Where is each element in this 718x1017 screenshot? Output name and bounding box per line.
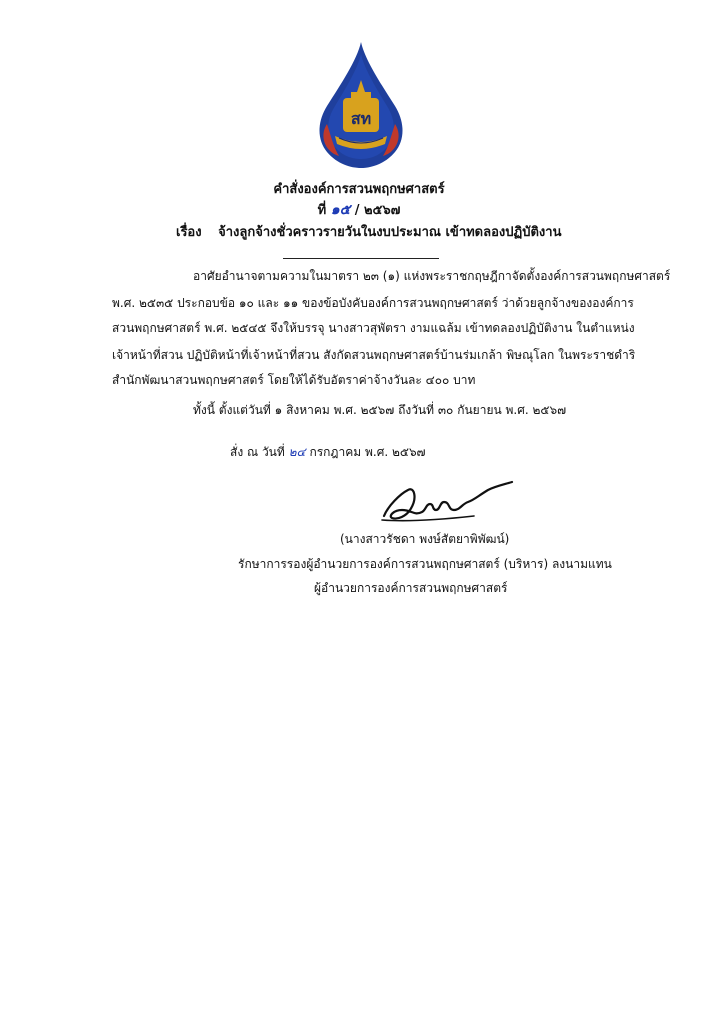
svg-text:สท: สท — [350, 109, 372, 128]
document-title: คำสั่งองค์การสวนพฤกษศาสตร์ — [273, 182, 445, 197]
order-number — [0, 199, 718, 221]
body-line-5: สำนักพัฒนาสวนพฤกษศาสตร์ โดยให้ได้รับอัตราค่าจ้างวันละ ๔๐๐ บาท — [112, 373, 476, 387]
signer-position-2: ผู้อำนวยการองค์การสวนพฤกษศาสตร์ — [314, 581, 508, 595]
effective-period: ทั้งนี้ ตั้งแต่วันที่ ๑ สิงหาคม พ.ศ. ๒๕๖๗ ถึงวันที่ ๓๐ กันยายน พ.ศ. ๒๕๖๗ — [193, 403, 567, 417]
signer-name: (นางสาวรัชดา พงษ์สัตยาพิพัฒน์) — [340, 532, 510, 546]
botanical-garden-logo — [313, 40, 409, 168]
order-date-handwritten: ๒๔ — [288, 445, 306, 459]
body-line-1: อาศัยอำนาจตามความในมาตรา ๒๓ (๑) แห่งพระราชกฤษฎีกาจัดตั้งองค์การสวนพฤกษศาสตร์ — [193, 269, 671, 283]
signer-position-1: รักษาการรองผู้อำนวยการองค์การสวนพฤกษศาสตร์ (บริหาร) ลงนามแทน — [238, 557, 612, 571]
order-number-handwritten: ๑๕ — [330, 202, 351, 218]
header-divider — [283, 258, 439, 259]
subject-label: เรื่อง — [176, 225, 202, 240]
order-date — [230, 444, 426, 460]
body-line-4: เจ้าหน้าที่สวน ปฏิบัติหน้าที่เจ้าหน้าที่สวน สังกัดสวนพฤกษศาสตร์บ้านร่มเกล้า พิษณุโลก ในพระราชดำริ — [112, 348, 636, 362]
body-line-3: สวนพฤกษศาสตร์ พ.ศ. ๒๕๔๕ จึงให้บรรจุ นางสาวสุพัตรา งามแฉล้ม เข้าทดลองปฏิบัติงาน ในตำแหน่ง — [112, 321, 635, 335]
order-date-prefix: สั่ง ณ วันที่ — [230, 445, 285, 459]
order-date-suffix: กรกฎาคม พ.ศ. ๒๕๖๗ — [309, 445, 426, 459]
order-number-prefix: ที่ — [317, 203, 327, 218]
order-number-suffix: / ๒๕๖๗ — [354, 203, 401, 218]
subject-text: จ้างลูกจ้างชั่วคราวรายวันในงบประมาณ เข้าทดลองปฏิบัติงาน — [218, 225, 562, 240]
body-line-2: พ.ศ. ๒๕๓๕ ประกอบข้อ ๑๐ และ ๑๑ ของข้อบังคับองค์การสวนพฤกษศาสตร์ ว่าด้วยลูกจ้างขององค์การ — [112, 296, 634, 310]
handwritten-signature — [378, 476, 518, 526]
subject-line — [176, 221, 561, 242]
